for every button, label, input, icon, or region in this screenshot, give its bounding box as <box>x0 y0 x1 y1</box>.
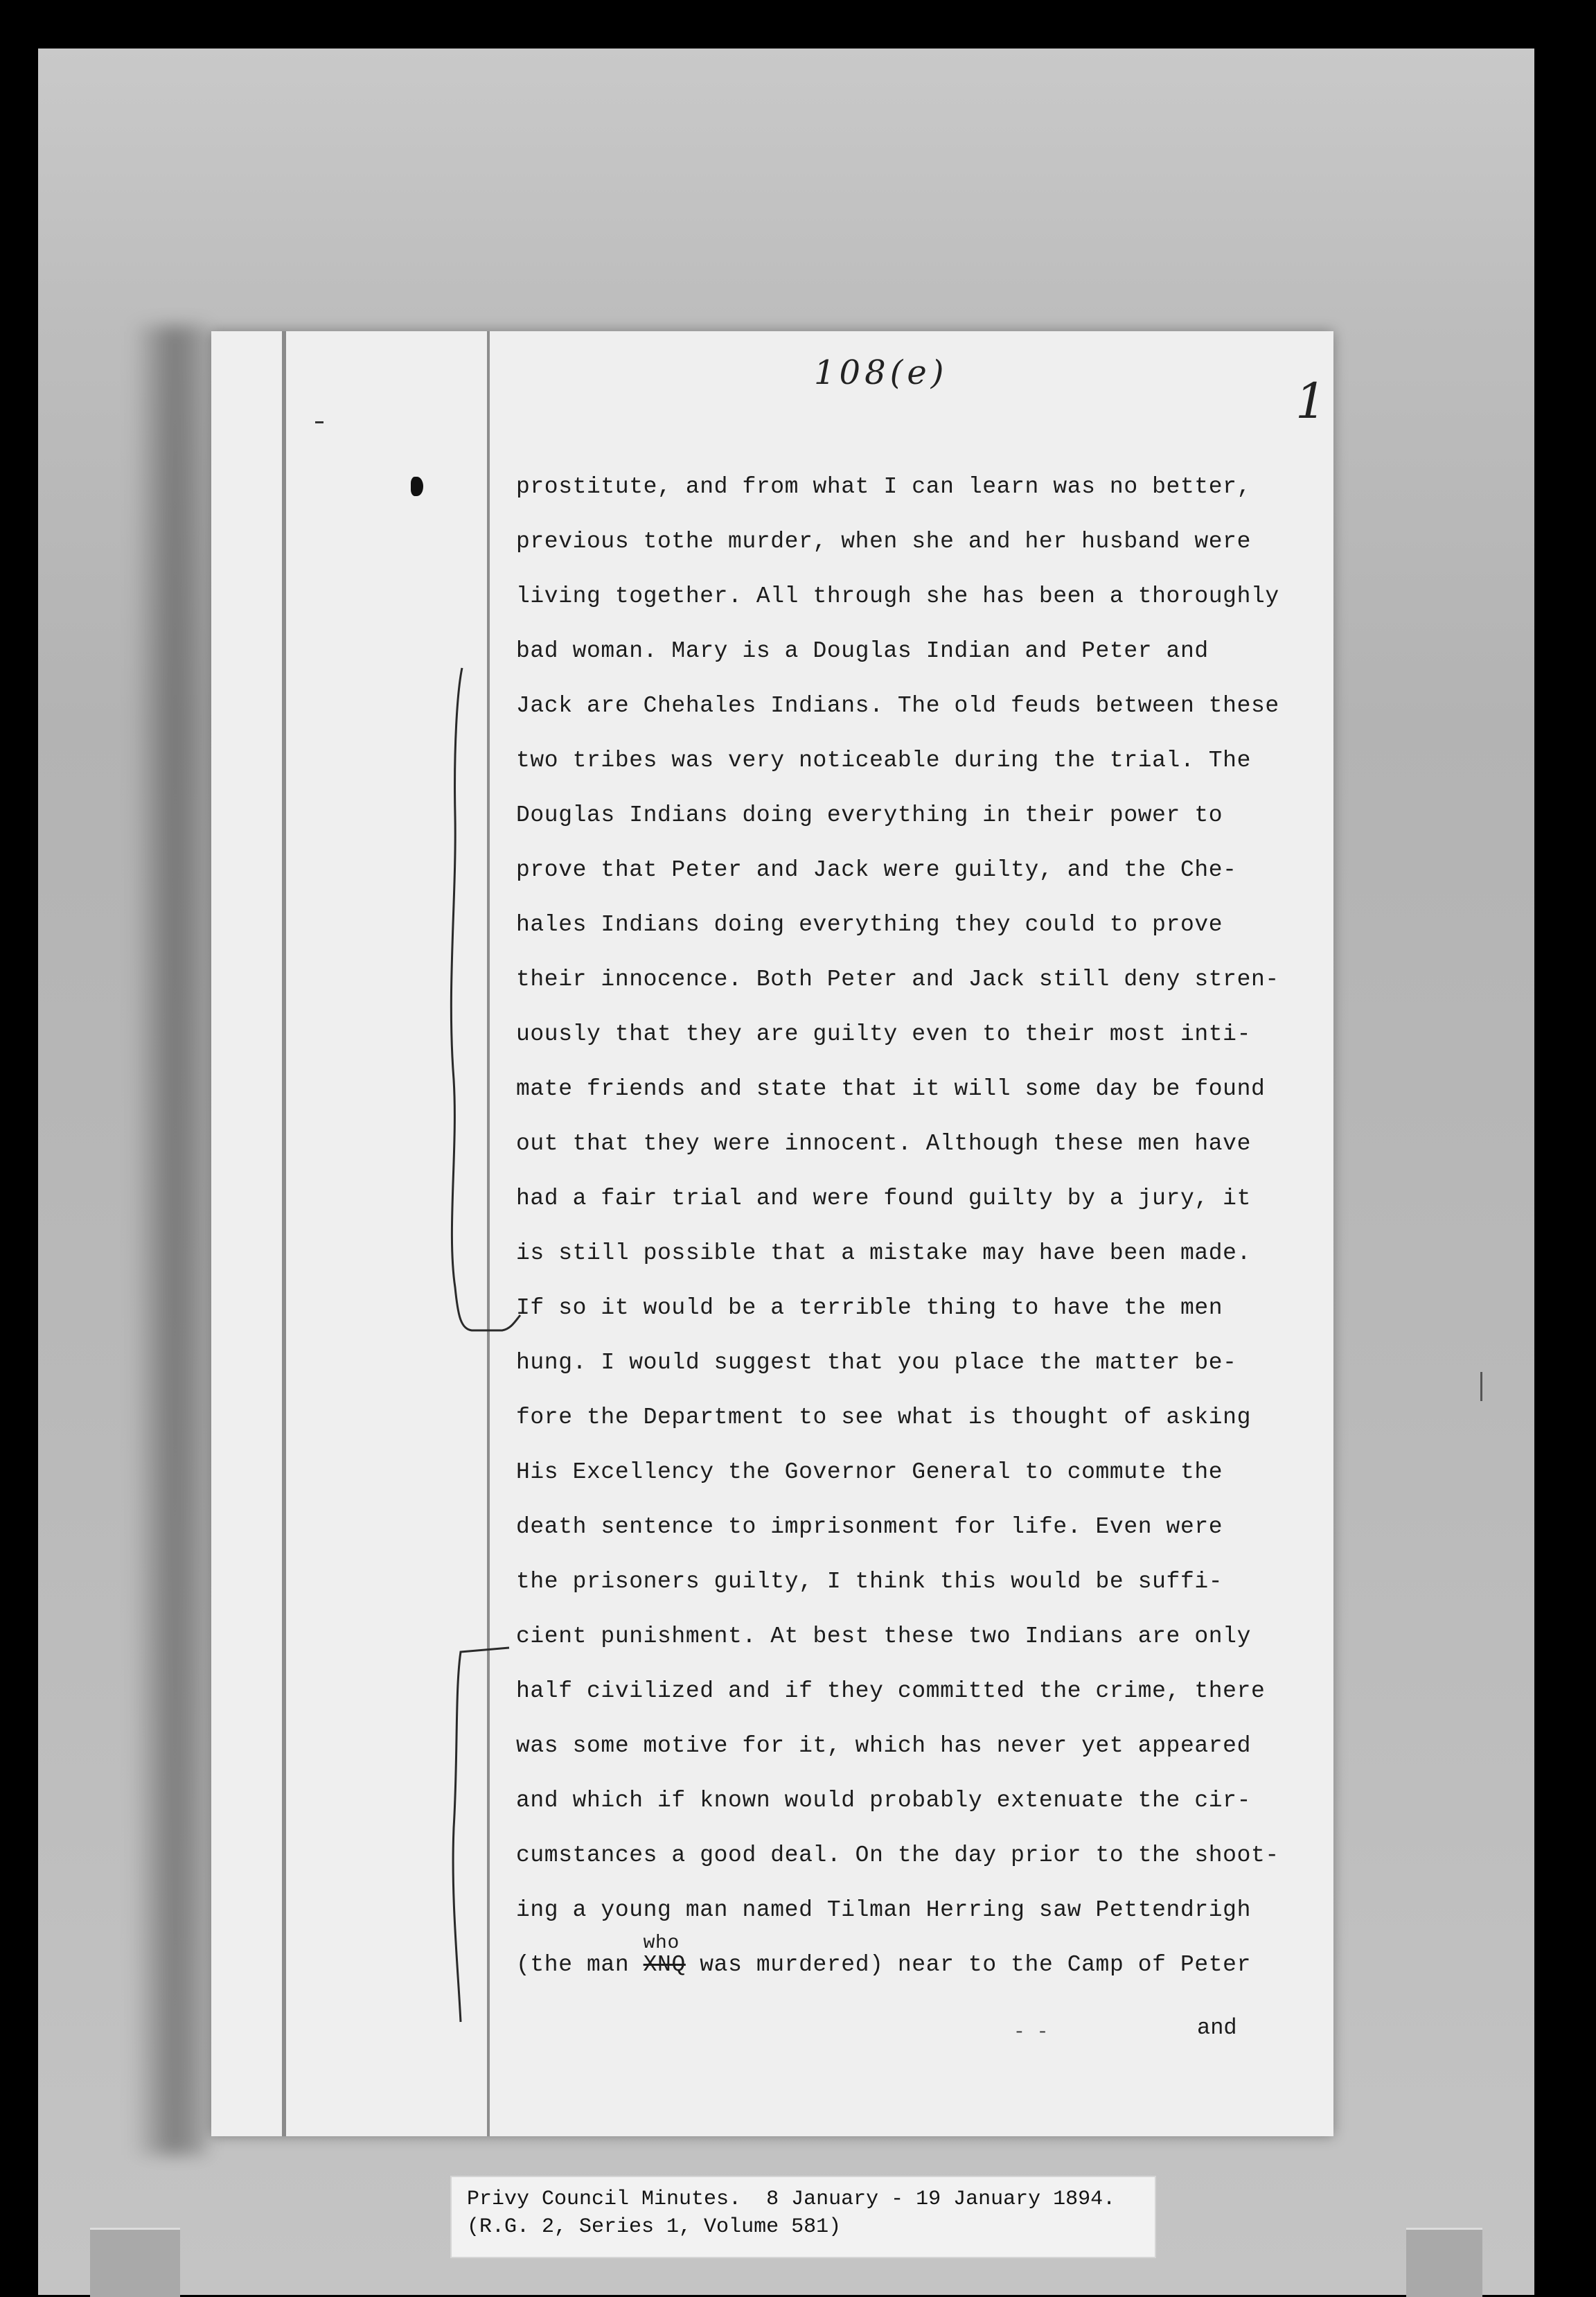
folio-mark: 1 <box>1295 373 1327 430</box>
text-line: Jack are Chehales Indians. The old feuds between these <box>516 693 1279 719</box>
text-line: their innocence. Both Peter and Jack still deny stren- <box>516 967 1279 992</box>
text-line: ing a young man named Tilman Herring saw Pettendrigh <box>516 1897 1251 1923</box>
text-line: prostitute, and from what I can learn was no better, <box>516 474 1251 500</box>
inserted-word: who <box>643 1933 680 1954</box>
text-line: Douglas Indians doing everything in their power to <box>516 802 1223 828</box>
clip-left <box>90 2228 180 2297</box>
letter-body <box>516 459 1320 1992</box>
text-line: previous tothe murder, when she and her husband were <box>516 529 1251 554</box>
text-line: cient punishment. At best these two Indians are only <box>516 1623 1251 1649</box>
document-page <box>211 331 1333 2136</box>
text-line: bad woman. Mary is a Douglas Indian and Peter and <box>516 638 1209 664</box>
text-line: out that they were innocent. Although these men have <box>516 1131 1251 1156</box>
text-line: was some motive for it, which has never yet appeared <box>516 1733 1251 1759</box>
margin-bracket-upper <box>451 668 520 1330</box>
text-line: His Excellency the Governor General to commute the <box>516 1459 1223 1485</box>
catchword-marks: - - <box>1013 2022 1049 2043</box>
text-line-correction <box>516 1933 1320 1992</box>
text-line: If so it would be a terrible thing to have the men <box>516 1295 1223 1321</box>
scan-edge-mark <box>1480 1372 1482 1401</box>
text-line: two tribes was very noticeable during the trial. The <box>516 748 1251 773</box>
text-line: death sentence to imprisonment for life. Even were <box>516 1514 1223 1540</box>
text-line: fore the Department to see what is thought of asking <box>516 1405 1251 1430</box>
catchword: and <box>1197 2015 1237 2041</box>
text-line: mate friends and state that it will some day be found <box>516 1076 1266 1102</box>
struck-word: XNQ <box>643 1952 686 1978</box>
text-line: prove that Peter and Jack were guilty, and the Che- <box>516 857 1237 883</box>
text-line: and which if known would probably extenuate the cir- <box>516 1788 1251 1813</box>
archive-label <box>450 2176 1156 2258</box>
text-line: hales Indians doing everything they could to prove <box>516 912 1223 938</box>
line-end: was murdered) near to the Camp of Peter <box>685 1952 1251 1978</box>
text-line: cumstances a good deal. On the day prior to the shoot- <box>516 1842 1279 1868</box>
archive-label-line-1: Privy Council Minutes. 8 January - 19 January 1894. <box>467 2188 1116 2211</box>
text-line: living together. All through she has been a thoroughly <box>516 583 1279 609</box>
text-line: hung. I would suggest that you place the matter be- <box>516 1350 1237 1375</box>
text-line: the prisoners guilty, I think this would be suffi- <box>516 1569 1223 1594</box>
text-line: half civilized and if they committed the crime, there <box>516 1678 1266 1704</box>
page-number: 108(e) <box>814 353 948 392</box>
binding-shadow <box>132 326 208 2155</box>
text-line: uously that they are guilty even to their most inti- <box>516 1021 1251 1047</box>
text-line: is still possible that a mistake may have been made. <box>516 1240 1251 1266</box>
correction-group <box>643 1933 686 1978</box>
margin-bracket-lower <box>453 1648 509 2022</box>
text-line: had a fair trial and were found guilty by a jury, it <box>516 1186 1251 1211</box>
clip-right <box>1406 2228 1482 2297</box>
line-start: (the man <box>516 1952 644 1978</box>
archive-label-line-2: (R.G. 2, Series 1, Volume 581) <box>467 2215 842 2239</box>
